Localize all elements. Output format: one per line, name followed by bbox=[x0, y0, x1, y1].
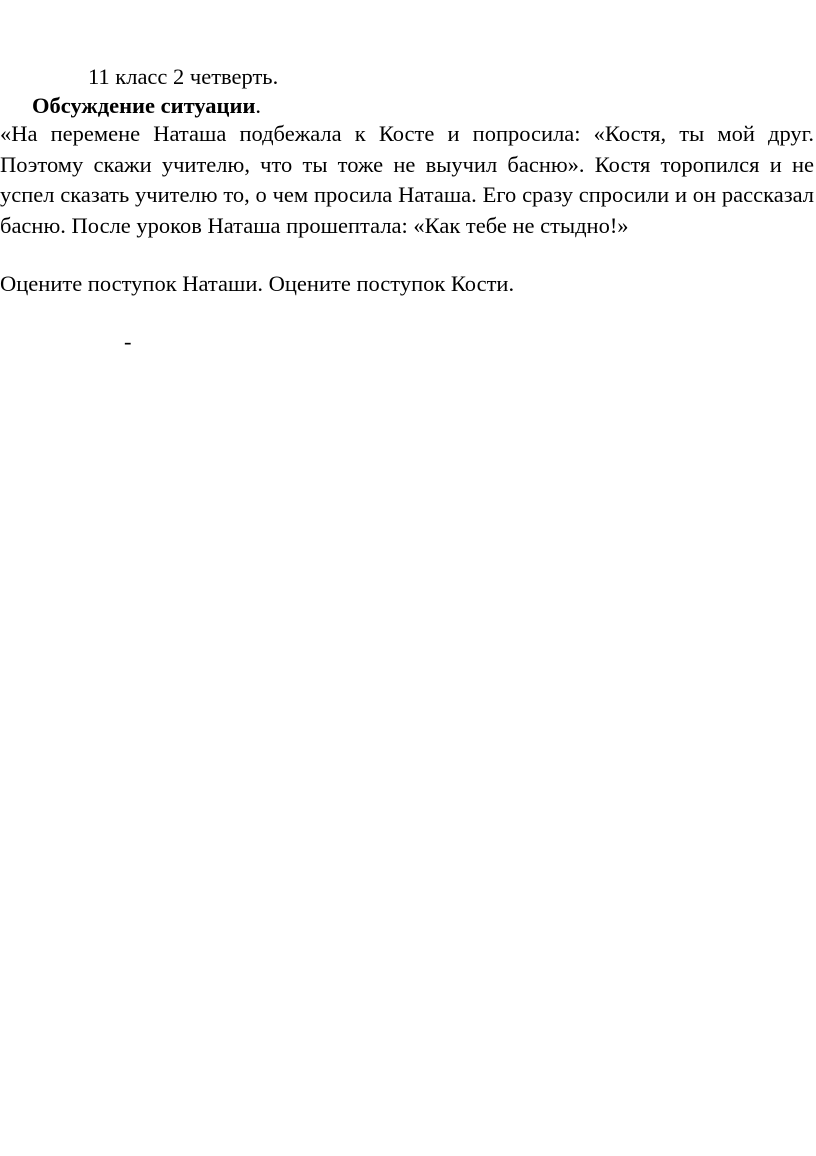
section-heading-period: . bbox=[255, 93, 262, 118]
question-line: Оцените поступок Наташи. Оцените поступок Кости. bbox=[0, 271, 515, 296]
situation-paragraph: «На перемене Наташа подбежала к Косте и попросила: «Костя, ты мой друг. Поэтому скажи учителю, что ты тоже не выучил басню». Костя торопился и не успел сказать учителю то, о чем просила Наташа. Его сразу спросили и он рассказал басню. После уроков Наташа прошептала: «Как тебе не стыдно!» bbox=[0, 121, 814, 238]
section-heading-title: Обсуждение ситуации bbox=[32, 93, 256, 118]
section-heading bbox=[32, 90, 261, 121]
document-heading: 11 класс 2 четверть. bbox=[88, 64, 279, 89]
dash-mark: - bbox=[124, 329, 132, 354]
